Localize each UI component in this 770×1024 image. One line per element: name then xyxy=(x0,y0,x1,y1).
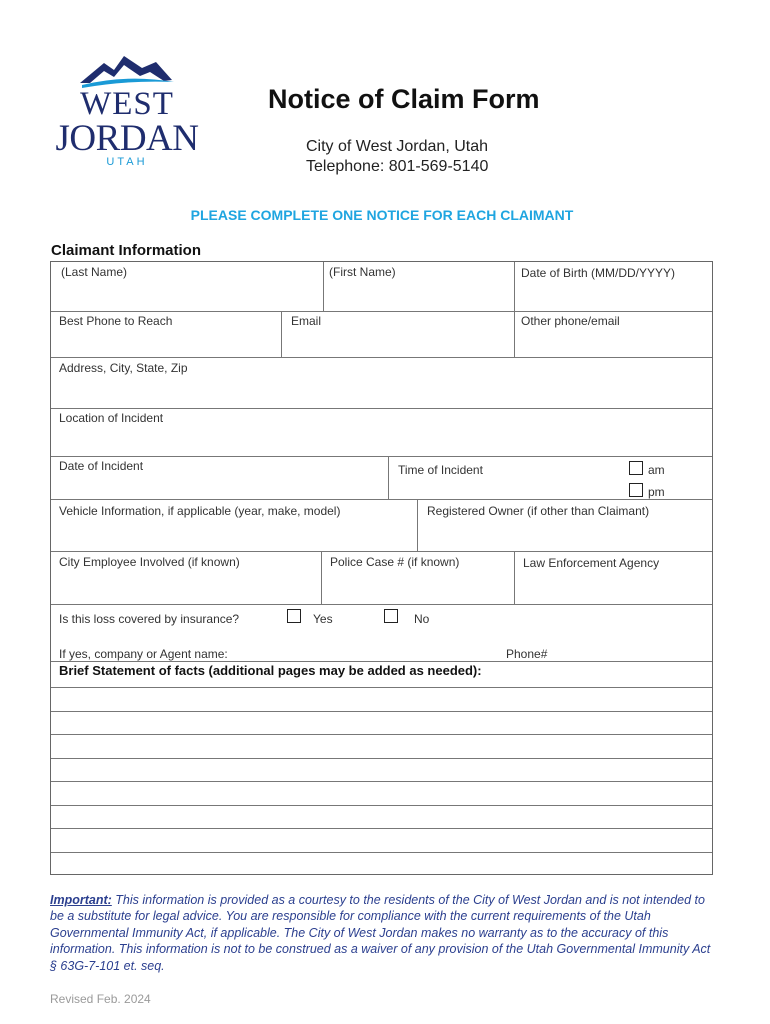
row-divider xyxy=(51,357,712,358)
west-jordan-logo xyxy=(52,50,202,170)
statement-line xyxy=(51,805,712,806)
telephone-line: Telephone: 801-569-5140 xyxy=(306,158,489,175)
col-divider xyxy=(388,456,389,499)
col-divider xyxy=(281,311,282,357)
col-divider xyxy=(321,551,322,604)
important-text: This information is provided as a courtesy to the residents of the City of West Jordan and is not intended to be a substitute for legal advice. You are responsible for compliance with the current requirements of the Utah Governmental Immunity Act, if applicable. The City of West Jordan makes no warranty as to the accuracy of this information. This information is not to be construed as a waiver of any provision of the Utah Governmental Immunity Act § 63G-7-101 et. seq. xyxy=(50,893,711,973)
date-incident-field[interactable]: Date of Incident xyxy=(59,459,144,473)
insurance-yes-checkbox[interactable] xyxy=(287,609,301,623)
insurance-no-label: No xyxy=(414,612,430,626)
insurance-phone-field[interactable]: Phone# xyxy=(506,647,548,661)
insurance-no-checkbox[interactable] xyxy=(384,609,398,623)
city-employee-field[interactable]: City Employee Involved (if known) xyxy=(59,555,240,569)
revised-date: Revised Feb. 2024 xyxy=(50,992,151,1006)
dob-field[interactable]: Date of Birth (MM/DD/YYYY) xyxy=(521,266,676,280)
other-contact-field[interactable]: Other phone/email xyxy=(521,314,620,328)
row-divider xyxy=(51,408,712,409)
am-checkbox[interactable] xyxy=(629,461,643,475)
statement-line xyxy=(51,711,712,712)
pm-label: pm xyxy=(648,485,665,499)
row-divider xyxy=(51,499,712,500)
time-incident-field[interactable]: Time of Incident xyxy=(398,463,483,477)
last-name-field[interactable]: (Last Name) xyxy=(61,265,128,279)
col-divider xyxy=(514,551,515,604)
col-divider xyxy=(514,262,515,357)
claimant-notice: PLEASE COMPLETE ONE NOTICE FOR EACH CLAIMANT xyxy=(190,207,574,223)
important-label: Important: xyxy=(50,893,112,907)
registered-owner-field[interactable]: Registered Owner (if other than Claimant) xyxy=(427,504,650,518)
police-case-field[interactable]: Police Case # (if known) xyxy=(330,555,460,569)
row-divider xyxy=(51,604,712,605)
mountain-icon xyxy=(52,50,202,90)
insurance-question: Is this loss covered by insurance? xyxy=(59,612,240,626)
law-enforcement-field[interactable]: Law Enforcement Agency xyxy=(523,556,660,570)
best-phone-field[interactable]: Best Phone to Reach xyxy=(59,314,173,328)
statement-line xyxy=(51,828,712,829)
row-divider xyxy=(51,311,712,312)
brief-statement-label: Brief Statement of facts (additional pages may be added as needed): xyxy=(59,663,482,678)
statement-line xyxy=(51,852,712,853)
vehicle-field[interactable]: Vehicle Information, if applicable (year, make, model) xyxy=(59,504,341,518)
statement-line xyxy=(51,758,712,759)
row-divider xyxy=(51,456,712,457)
row-divider xyxy=(51,551,712,552)
pm-checkbox[interactable] xyxy=(629,483,643,497)
statement-line xyxy=(51,687,712,688)
logo-west-text: WEST xyxy=(80,86,174,122)
row-divider xyxy=(51,661,712,662)
statement-line xyxy=(51,781,712,782)
email-field[interactable]: Email xyxy=(291,314,322,328)
col-divider xyxy=(417,499,418,551)
location-field[interactable]: Location of Incident xyxy=(59,411,164,425)
first-name-field[interactable]: (First Name) xyxy=(329,265,396,279)
col-divider xyxy=(323,262,324,311)
am-label: am xyxy=(648,463,665,477)
insurance-agent-field[interactable]: If yes, company or Agent name: xyxy=(59,647,228,661)
claim-form-grid xyxy=(50,261,713,875)
address-field[interactable]: Address, City, State, Zip xyxy=(59,361,188,375)
city-line: City of West Jordan, Utah xyxy=(306,138,488,155)
page-title: Notice of Claim Form xyxy=(268,84,540,114)
statement-line xyxy=(51,734,712,735)
section-title: Claimant Information xyxy=(51,242,202,259)
insurance-yes-label: Yes xyxy=(313,612,333,626)
logo-utah-text: UTAH xyxy=(106,156,148,168)
important-notice xyxy=(50,892,720,974)
logo-jordan-text: JORDAN xyxy=(55,118,199,159)
